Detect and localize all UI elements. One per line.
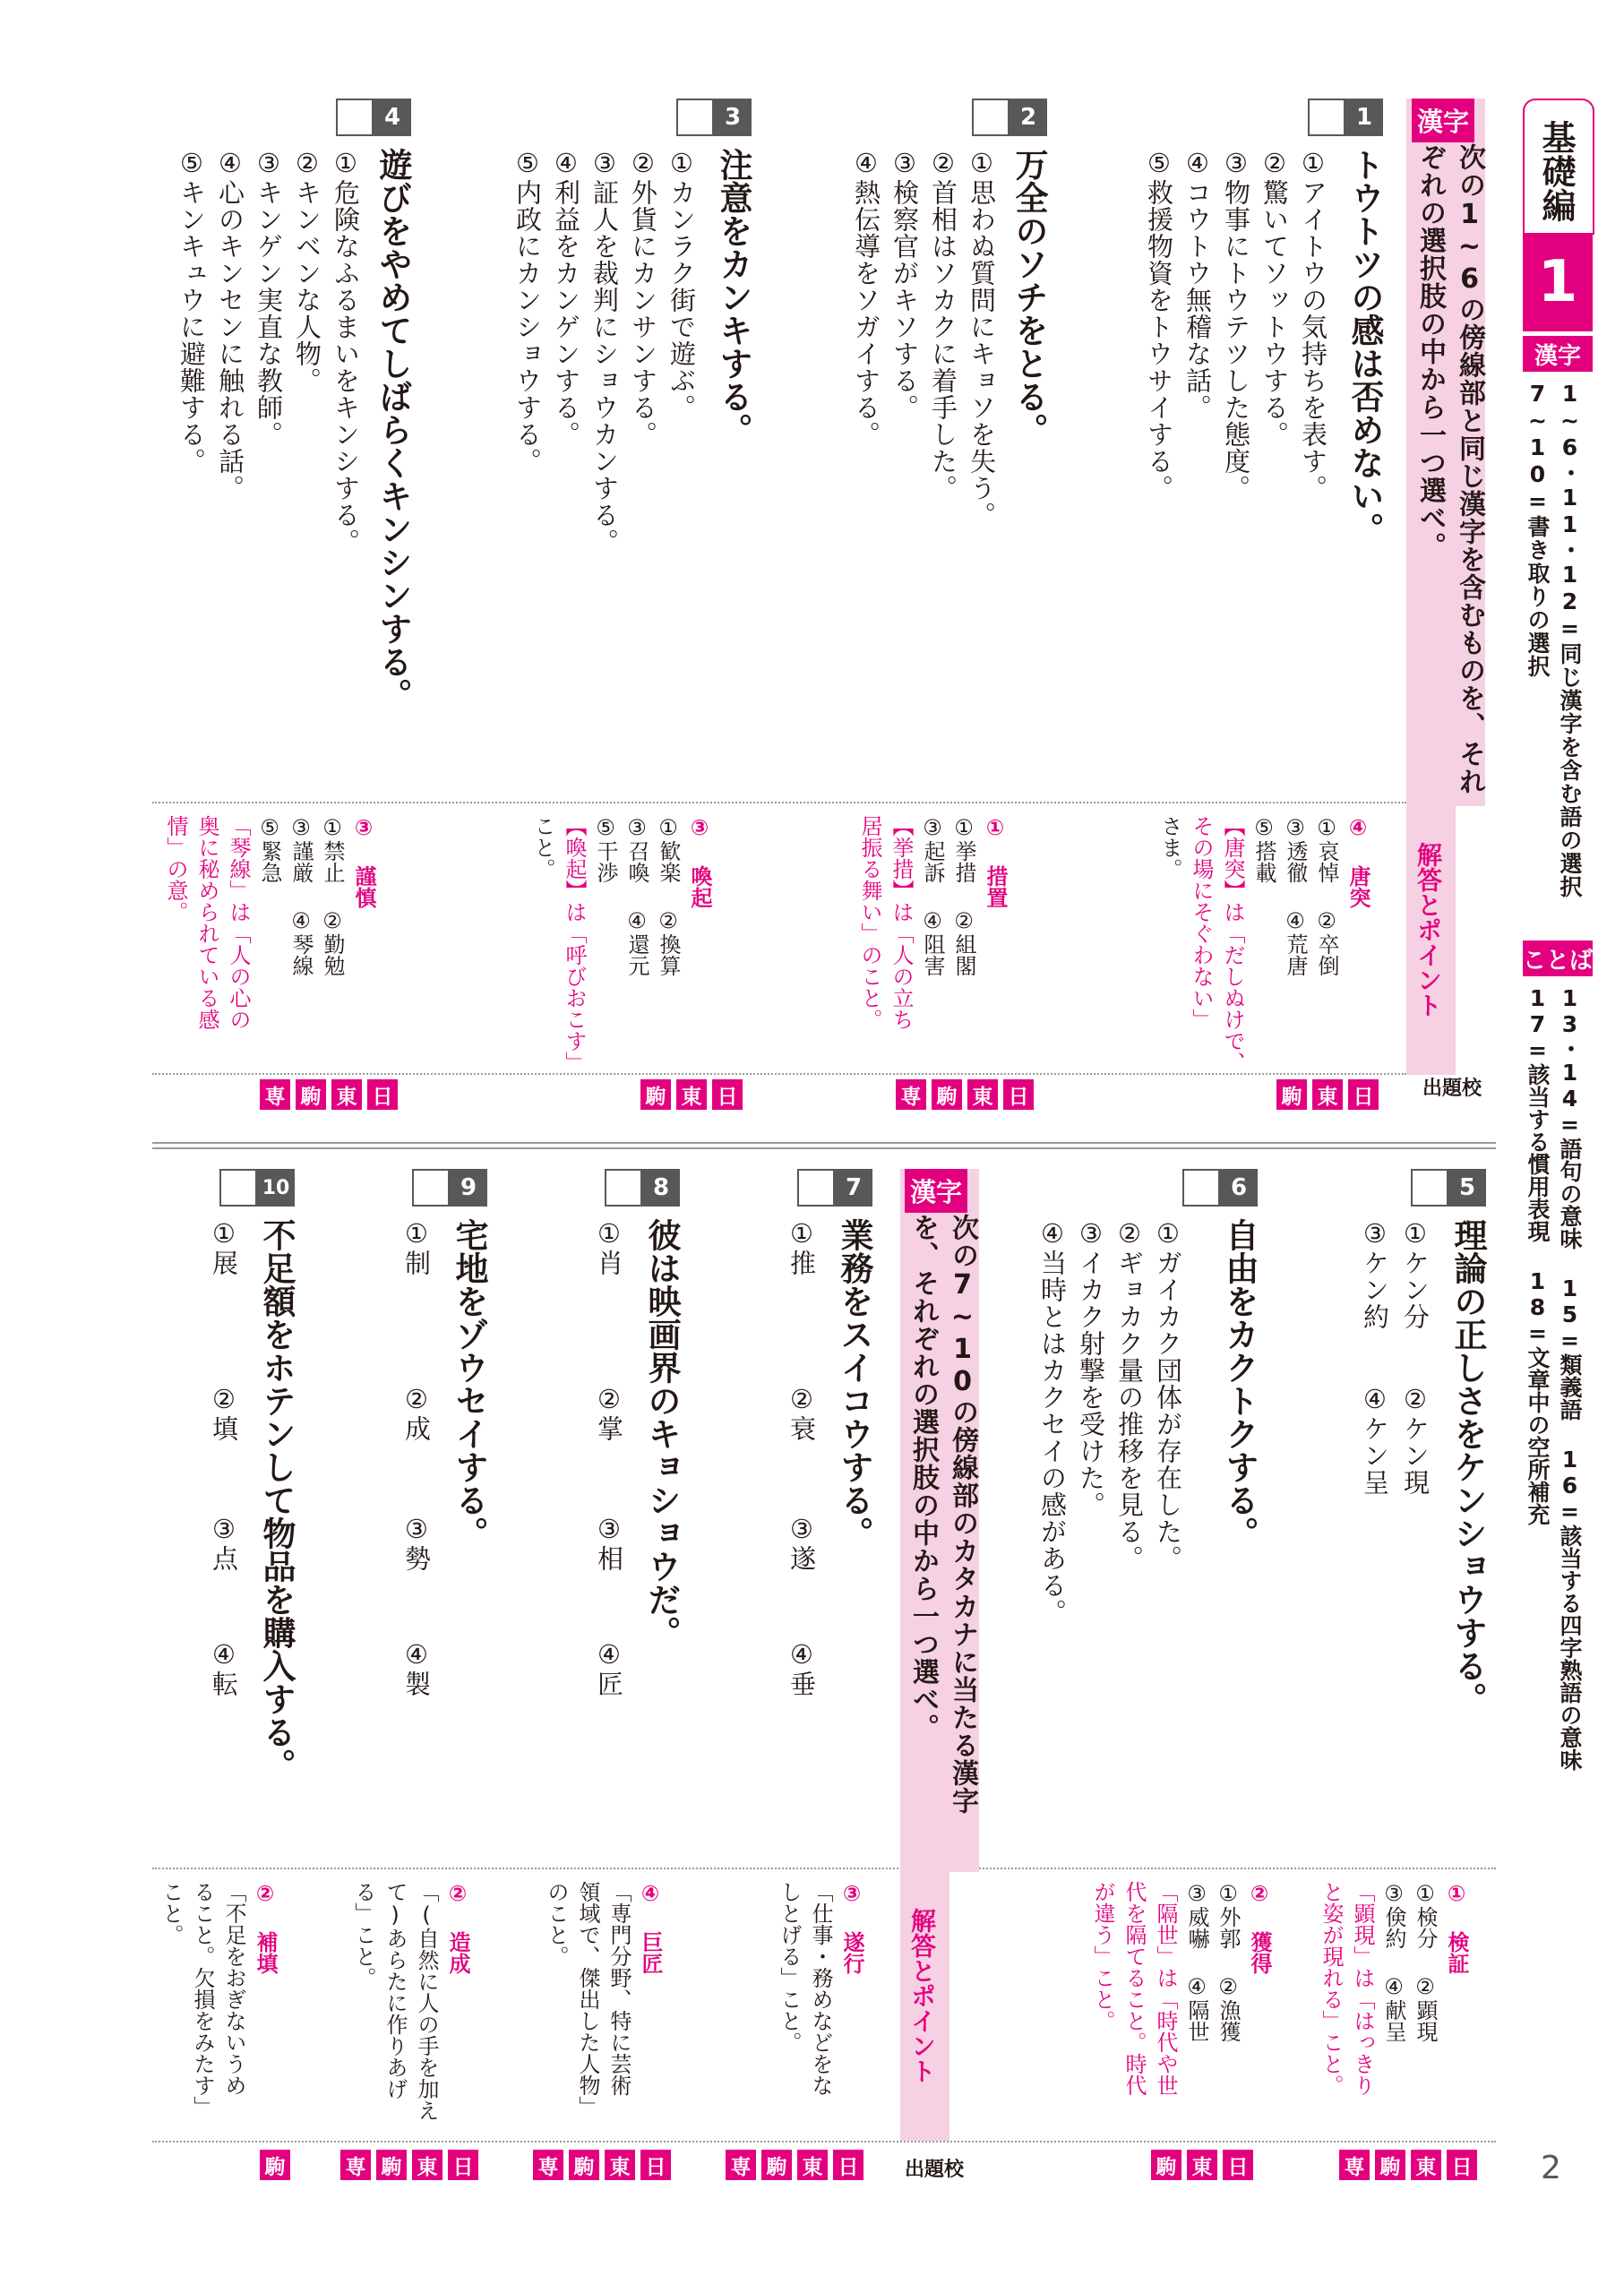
- question-6-schools: [1151, 2150, 1253, 2180]
- school-badge: 東: [412, 2150, 443, 2180]
- question-10-answer: ② 補填 「不足をおぎないうめ ること。欠損をみたす」 こと。: [159, 1881, 278, 2117]
- bottom-answer-divider: [152, 1868, 1496, 1869]
- school-badge: 東: [605, 2150, 635, 2180]
- question-4-answer: ③ 謹慎 ①禁止 ②勤勉 ③謹厳 ④琴線 ⑤緊急 「琴線」は「人の心の 奥に秘められている感 情」の意。: [163, 815, 376, 1030]
- option[interactable]: ④熱伝導をソガイする。: [851, 148, 881, 448]
- school-badge: 東: [1411, 2150, 1441, 2180]
- option[interactable]: ④利益をカンゲンする。: [551, 148, 581, 448]
- top-kanji-tag: 漢字: [1412, 99, 1474, 142]
- question-5-schools: [1339, 2150, 1477, 2180]
- option[interactable]: ②ギョカク量の推移を見る。: [1114, 1218, 1145, 1572]
- school-badge: 日: [1348, 1079, 1379, 1110]
- option[interactable]: ⑤キンキュウに避難する。: [176, 148, 207, 475]
- option[interactable]: ③勢: [401, 1514, 432, 1572]
- school-badge: 日: [1223, 2150, 1253, 2180]
- option[interactable]: ③物事にトウテツした態度。: [1221, 148, 1251, 502]
- option[interactable]: ②填: [209, 1384, 239, 1442]
- bottom-schools-header: 出題校: [905, 2159, 965, 2181]
- question-2-schools: [896, 1079, 1034, 1110]
- school-badge: 駒: [761, 2150, 792, 2180]
- option[interactable]: ③証人を裁判にショウカンする。: [589, 148, 620, 555]
- question-8-number: 8: [605, 1169, 680, 1207]
- sidebar-title-box: [1523, 99, 1594, 235]
- answer-box[interactable]: [1411, 1169, 1448, 1207]
- top-school-divider: [152, 1073, 1406, 1075]
- school-badge: 東: [797, 2150, 828, 2180]
- option[interactable]: ④心のキンセンに触れる話。: [215, 148, 245, 502]
- question-3-number: 3: [676, 99, 752, 136]
- question-4-stem: 遊びをやめてしばらくキンシンする。: [374, 148, 412, 711]
- option[interactable]: ①推: [786, 1218, 817, 1276]
- answer-box[interactable]: [219, 1169, 257, 1207]
- question-4-number: 4: [336, 99, 411, 136]
- option[interactable]: ③検察官がキソする。: [889, 148, 920, 421]
- sidebar-kanji-desc-2: 7~10=書き取りの選択: [1525, 381, 1551, 678]
- question-3-answer: ③ 喚起 ①歓楽 ②換算 ③召喚 ④還元 ⑤干渉 【喚起】は「呼びおこす」 こと。: [530, 815, 712, 1073]
- question-9-number: 9: [412, 1169, 487, 1207]
- school-badge: 専: [533, 2150, 563, 2180]
- option[interactable]: ③キンゲン実直な教師。: [253, 148, 284, 448]
- answer-box[interactable]: [1308, 99, 1345, 136]
- school-badge: 駒: [296, 1079, 326, 1110]
- school-badge: 東: [967, 1079, 998, 1110]
- section-divider: [152, 1142, 1496, 1149]
- school-badge: 駒: [932, 1079, 962, 1110]
- question-3-options: [497, 148, 697, 555]
- option[interactable]: ②衰: [786, 1384, 817, 1442]
- question-1-answer: ④ 唐突 ①哀悼 ②卒倒 ③透徹 ④荒唐 ⑤搭載 【唐突】は「だしぬけで、 その場にそぐわない」 さま。: [1157, 815, 1371, 1073]
- option[interactable]: ②首相はソカクに着手した。: [928, 148, 958, 502]
- school-badge: 専: [1339, 2150, 1370, 2180]
- question-2-stem: 万全のソチをとる。: [1010, 148, 1048, 446]
- school-badge: 駒: [569, 2150, 599, 2180]
- question-6-options: [1039, 1218, 1181, 1626]
- school-badge: 駒: [640, 1079, 671, 1110]
- option[interactable]: ④製: [401, 1639, 432, 1697]
- option[interactable]: ④ケン呈: [1360, 1384, 1390, 1496]
- question-5-stem: 理論の正しさをケンショウする。: [1448, 1218, 1487, 1715]
- option[interactable]: ①カンラク街で遊ぶ。: [666, 148, 697, 421]
- question-1-number: 1: [1308, 99, 1383, 136]
- school-badge: 駒: [1375, 2150, 1405, 2180]
- question-2-options: [833, 148, 997, 528]
- sidebar-title: 基礎編: [1536, 120, 1576, 222]
- answer-box[interactable]: [412, 1169, 450, 1207]
- option[interactable]: ①制: [401, 1218, 432, 1276]
- unit-number: 1: [1523, 233, 1593, 331]
- answer-box[interactable]: [676, 99, 714, 136]
- school-badge: 日: [833, 2150, 864, 2180]
- question-1-schools: [1276, 1079, 1379, 1110]
- bottom-kanji-tag: 漢字: [905, 1169, 967, 1213]
- answer-box[interactable]: [972, 99, 1010, 136]
- school-badge: 専: [260, 1079, 290, 1110]
- bottom-instruction: 次の7~10の傍線部のカタカナに当たる漢字を、それぞれの選択肢の中から一つ選べ。: [907, 1214, 978, 1815]
- question-3-schools: [640, 1079, 743, 1110]
- option[interactable]: ④コウトウ無稽な話。: [1182, 148, 1213, 421]
- option[interactable]: ②驚いてソットウする。: [1259, 148, 1290, 448]
- school-badge: 東: [1312, 1079, 1343, 1110]
- question-3-stem: 注意をカンキする。: [714, 148, 752, 446]
- school-badge: 日: [1003, 1079, 1034, 1110]
- school-badge: 駒: [260, 2150, 290, 2180]
- school-badge: 駒: [376, 2150, 407, 2180]
- school-badge: 駒: [1151, 2150, 1181, 2180]
- option[interactable]: ①展: [209, 1218, 239, 1276]
- answer-box[interactable]: [605, 1169, 642, 1207]
- option[interactable]: ④垂: [786, 1639, 817, 1697]
- option[interactable]: ②掌: [594, 1384, 624, 1442]
- answer-box[interactable]: [1182, 1169, 1220, 1207]
- question-7-stem: 業務をスイコウする。: [835, 1218, 873, 1550]
- option[interactable]: ①肖: [594, 1218, 624, 1276]
- option[interactable]: ④転: [209, 1639, 239, 1697]
- question-8-schools: [533, 2150, 671, 2180]
- question-6-stem: 自由をカクトクする。: [1220, 1218, 1259, 1550]
- answer-box[interactable]: [797, 1169, 835, 1207]
- school-badge: 東: [676, 1079, 707, 1110]
- question-1-options: [1129, 148, 1326, 793]
- page-number: 2: [1541, 2150, 1561, 2186]
- sidebar-kotoba-desc-2: 17=該当する慣用表現 18=文章中の空所補充: [1525, 985, 1551, 1525]
- option[interactable]: ①アイトウの気持ちを表す。: [1298, 148, 1328, 502]
- question-4-schools: [260, 1079, 398, 1110]
- top-answer-divider: [152, 802, 1406, 803]
- question-8-stem: 彼は映画界のキョショウだ。: [642, 1218, 681, 1649]
- option[interactable]: ②外貨にカンサンする。: [628, 148, 658, 448]
- school-badge: 専: [340, 2150, 371, 2180]
- school-badge: 日: [640, 2150, 671, 2180]
- option[interactable]: ①思わぬ質問にキョソを失う。: [967, 148, 997, 528]
- top-instruction: 次の1~6の傍線部と同じ漢字を含むものを、それぞれの選択肢の中から一つ選べ。: [1414, 143, 1485, 795]
- question-6-answer: ② 獲得 ①外郭 ②漁獲 ③威嚇 ④隔世 「隔世」は「時代や世 代を隔てること。時代 が違う」こと。: [1090, 1881, 1272, 2096]
- school-badge: 駒: [1276, 1079, 1307, 1110]
- school-badge: 日: [712, 1079, 743, 1110]
- school-badge: 日: [448, 2150, 478, 2180]
- question-10-stem: 不足額をホテンして物品を購入する。: [257, 1218, 296, 1782]
- answer-box[interactable]: [336, 99, 374, 136]
- option[interactable]: ④当時とはカクセイの感がある。: [1037, 1218, 1068, 1626]
- sidebar-kotoba-tag: ことば: [1523, 940, 1593, 976]
- option[interactable]: ①ケン分: [1400, 1218, 1431, 1330]
- option[interactable]: ④匠: [594, 1639, 624, 1697]
- option[interactable]: ③遂: [786, 1514, 817, 1572]
- school-badge: 専: [896, 1079, 926, 1110]
- school-badge: 東: [1187, 2150, 1217, 2180]
- bottom-answers-header: 解答とポイント: [907, 1908, 937, 2083]
- question-5-number: 5: [1411, 1169, 1486, 1207]
- option[interactable]: ②キンベンな人物。: [292, 148, 322, 394]
- option[interactable]: ①ガイカク団体が存在した。: [1153, 1218, 1183, 1572]
- question-9-answer: ② 造成 「(自然に人の手を加え て)あらたに作りあげ る」こと。: [351, 1881, 470, 2121]
- sidebar-kotoba-desc-1: 13・14=語句の意味 15=類義語 16=該当する四字熟語の意味: [1557, 985, 1583, 1771]
- question-9-schools: [340, 2150, 478, 2180]
- school-badge: 専: [726, 2150, 756, 2180]
- school-badge: 東: [331, 1079, 362, 1110]
- bottom-school-divider: [152, 2141, 1496, 2143]
- option[interactable]: ③ケン約: [1360, 1218, 1390, 1330]
- option[interactable]: ②成: [401, 1384, 432, 1442]
- question-10-schools: [260, 2150, 290, 2180]
- top-answers-header: 解答とポイント: [1413, 842, 1443, 1018]
- question-7-schools: [726, 2150, 864, 2180]
- question-2-number: 2: [972, 99, 1047, 136]
- question-8-answer: ④ 巨匠 「専門分野、特に芸術 領域で、傑出した人物」 のこと。: [544, 1881, 663, 2117]
- question-6-number: 6: [1182, 1169, 1258, 1207]
- option[interactable]: ⑤内政にカンショウする。: [512, 148, 543, 475]
- option[interactable]: ③イカク射撃を受けた。: [1076, 1218, 1106, 1518]
- question-9-stem: 宅地をゾウセイする。: [450, 1218, 488, 1550]
- question-2-answer: ① 措置 ①挙措 ②組閣 ③起訴 ④阻害 【挙措】は「人の立ち 居振る舞い」のこと。: [857, 815, 1008, 1030]
- question-7-number: 7: [797, 1169, 872, 1207]
- school-badge: 日: [367, 1079, 398, 1110]
- option[interactable]: ③点: [209, 1514, 239, 1572]
- question-7-answer: ③ 遂行 「仕事・務めなどをな しとげる」こと。: [777, 1881, 864, 2096]
- school-badge: 日: [1447, 2150, 1477, 2180]
- sidebar: [1523, 99, 1593, 1845]
- top-schools-header: 出題校: [1422, 1078, 1482, 1100]
- question-10-number: 10: [219, 1169, 295, 1207]
- sidebar-kanji-tag: 漢字: [1523, 336, 1593, 372]
- question-4-options: [152, 148, 361, 555]
- question-1-stem: トウトツの感は否めない。: [1345, 148, 1384, 545]
- option[interactable]: ①危険なふるまいをキンシする。: [331, 148, 361, 555]
- question-5-answer: ① 検証 ①検分 ②顕現 ③倹約 ④献呈 「顕現」は「はっきり と姿が現れる」こと。: [1319, 1881, 1469, 2096]
- option[interactable]: ③相: [594, 1514, 624, 1572]
- option[interactable]: ⑤救援物資をトウサイする。: [1144, 148, 1174, 502]
- option[interactable]: ②ケン現: [1400, 1384, 1431, 1496]
- sidebar-kanji-desc-1: 1~6・11・12=同じ漢字を含む語の選択: [1557, 381, 1583, 898]
